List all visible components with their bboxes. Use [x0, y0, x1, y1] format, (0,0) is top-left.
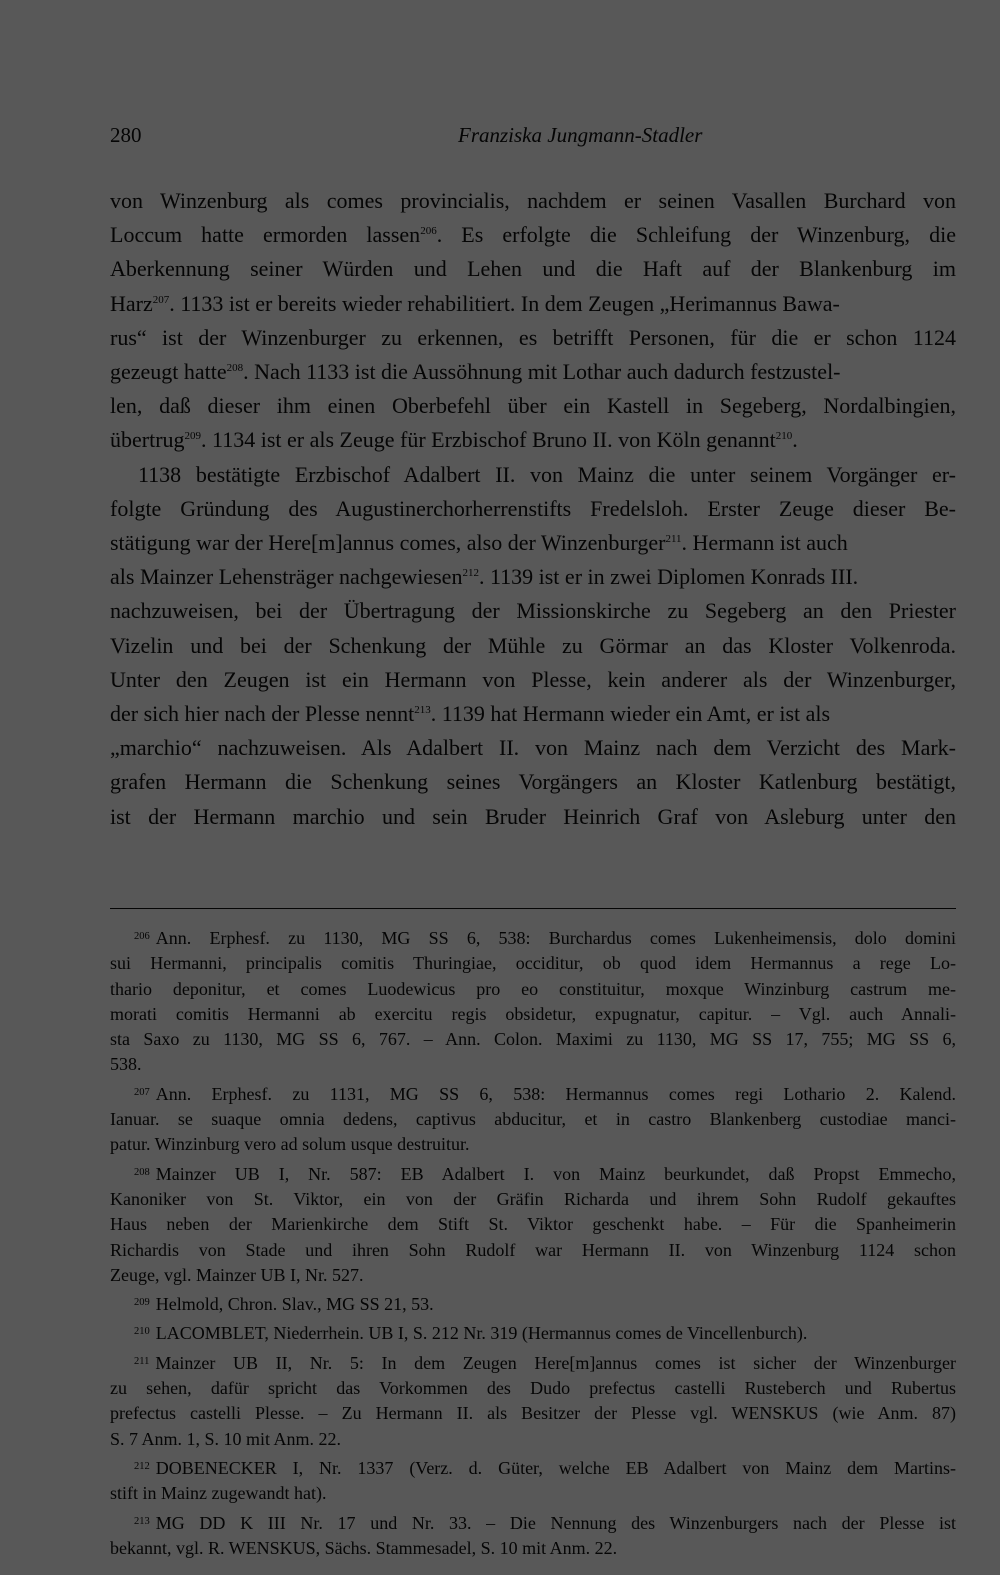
footnote-line: $^{212}$ DOBENECKER I, Nr. 1337 (Verz. d. Güter, welche EB Adalbert von Mainz dem Martins- [134, 1457, 956, 1478]
body-line: gezeugt hatte$^{208}$. Nach 1133 ist die Aussöhnung mit Lothar auch dadurch festzustel- [110, 359, 841, 385]
footnote-number: 206 [134, 931, 150, 942]
footnote-line: Richardis von Stade und ihren Sohn Rudolf war Hermann II. von Winzenburg 1124 schon [110, 1239, 956, 1260]
footnote [110, 1509, 956, 1562]
footnote-line: $^{208}$ Mainzer UB I, Nr. 587: EB Adalbert I. von Mainz beurkundet, daß Propst Emmecho, [134, 1163, 956, 1184]
body-line: folgte Gründung des Augustinerchorherrenstifts Fredelsloh. Erster Zeuge dieser Be- [110, 495, 956, 521]
footnote-line: Haus neben der Marienkirche dem Stift St. Viktor geschenkt habe. – Für die Spanheimerin [110, 1214, 956, 1235]
footnote [110, 1080, 956, 1158]
footnote [110, 1349, 956, 1452]
footnote-line: S. 7 Anm. 1, S. 10 mit Anm. 22. [110, 1428, 342, 1449]
body-line: von Winzenburg als comes provincialis, nachdem er seinen Vasallen Burchard von [110, 188, 956, 213]
footnotes [110, 924, 956, 1561]
footnote-ref[interactable]: 211 [665, 533, 682, 546]
footnote-line: $^{209}$ Helmold, Chron. Slav., MG SS 21, 53. [134, 1294, 434, 1315]
footnote-number: 213 [134, 1515, 150, 1527]
footnote-line: morati comitis Hermanni ab exercitu regis obsidetur, expugnatur, capitur. – Vgl. auch Annali- [110, 1003, 956, 1024]
footnote [110, 1160, 956, 1288]
footnote-line: Kanoniker von St. Viktor, ein von der Gräfin Richarda und ihrem Sohn Rudolf gekauftes [110, 1188, 956, 1209]
footnote-ref[interactable]: 208 [226, 362, 244, 375]
footnote-line: $^{210}$ LACOMBLET, Niederrhein. UB I, S. 212 Nr. 319 (Hermannus comes de Vincellenburch). [134, 1323, 808, 1344]
footnote-number: 211 [134, 1355, 150, 1367]
body-line: übertrug$^{209}$. 1134 ist er als Zeuge für Erzbischof Bruno II. von Köln genannt$^{210}$. [110, 427, 798, 453]
body-line: ist der Hermann marchio und sein Bruder Heinrich Graf von Asleburg unter den [110, 803, 956, 829]
page-header [110, 118, 956, 152]
footnote-line: Zeuge, vgl. Mainzer UB I, Nr. 527. [110, 1264, 364, 1285]
footnote-number: 212 [134, 1460, 150, 1472]
footnote-ref[interactable]: 207 [152, 293, 170, 306]
footnote-ref[interactable]: 206 [420, 225, 437, 238]
footnote [110, 924, 956, 1078]
footnote [110, 1454, 956, 1507]
footnote-line: $^{213}$ MG DD K III Nr. 17 und Nr. 33. – Die Nennung des Winzenburgers nach der Plesse ist [134, 1512, 956, 1533]
footnote-number: 209 [134, 1297, 150, 1309]
footnote-line: stift in Mainz zugewandt hat). [110, 1483, 327, 1504]
body-line: der sich hier nach der Plesse nennt$^{213}$. 1139 hat Hermann wieder ein Amt, er ist als [110, 701, 831, 727]
body-line: Harz$^{207}$. 1133 ist er bereits wieder rehabilitiert. In dem Zeugen „Herimannus Bawa- [110, 290, 840, 316]
footnote-line: patur. Winzinburg vero ad solum usque destruitur. [110, 1134, 470, 1155]
footnote-ref[interactable]: 210 [775, 430, 793, 443]
footnote [110, 1290, 956, 1317]
body-line: Loccum hatte ermorden lassen$^{206}$. Es erfolgte die Schleifung der Winzenburg, die [110, 222, 956, 248]
body-line: 1138 bestätigte Erzbischof Adalbert II. von Mainz die unter seinem Vorgänger er- [138, 461, 956, 487]
footnote-divider [110, 908, 956, 909]
body-line: grafen Hermann die Schenkung seines Vorgängers an Kloster Katlenburg bestätigt, [110, 769, 956, 795]
body-line: als Mainzer Lehensträger nachgewiesen$^{212}$. 1139 ist er in zwei Diplomen Konrads III. [110, 564, 859, 590]
footnote-line: $^{207}$ Ann. Erphesf. zu 1131, MG SS 6, 538: Hermannus comes regi Lothario 2. Kalend. [134, 1083, 956, 1104]
body-line: nachzuweisen, bei der Übertragung der Missionskirche zu Segeberg an den Priester [110, 598, 956, 624]
footnote-line: 538. [110, 1054, 142, 1075]
footnote-line: thario deponitur, et comes Luodewicus pro eo constituitur, moxque Winzinburg castrum me- [110, 978, 956, 999]
body-line: „marchio“ nachzuweisen. Als Adalbert II. von Mainz nach dem Verzicht des Mark- [110, 735, 956, 761]
footnote-line: $^{211}$ Mainzer UB II, Nr. 5: In dem Zeugen Here[m]annus comes ist sicher der Winzenburger [134, 1352, 956, 1373]
page-number: 280 [110, 123, 142, 147]
body-line: stätigung war der Here[m]annus comes, also der Winzenburger$^{211}$. Hermann ist auch [110, 530, 848, 556]
footnote-line: Ianuar. se suaque omnia dedens, captivus abducitur, et in castro Blankenberg custodiae manci- [110, 1109, 956, 1130]
footnote-ref[interactable]: 209 [184, 430, 202, 443]
footnote-number: 207 [134, 1086, 150, 1098]
body-text [110, 184, 956, 834]
footnote-line: $^{206}$ Ann. Erphesf. zu 1130, MG SS 6, 538: Burchardus comes Lukenheimensis, dolo domini [134, 928, 956, 948]
footnote-line: sui Hermanni, principalis comitis Thuringiae, occiditur, ob quod idem Hermannus a rege Lo- [110, 953, 956, 974]
footnote-number: 210 [134, 1326, 150, 1338]
footnote-ref[interactable]: 213 [414, 704, 431, 717]
footnote-ref[interactable]: 212 [462, 567, 479, 580]
body-line: Aberkennung seiner Würden und Lehen und die Haft auf der Blankenburg im [110, 256, 956, 282]
footnote-line: zu sehen, dafür spricht das Vorkommen des Dudo prefectus castelli Rusteberch und Rubertus [110, 1378, 956, 1399]
footnote-line: bekannt, vgl. R. WENSKUS, Sächs. Stammesadel, S. 10 mit Anm. 22. [110, 1537, 618, 1558]
footnote-number: 208 [134, 1166, 150, 1178]
footnote [110, 1319, 956, 1346]
body-line: Unter den Zeugen ist ein Hermann von Plesse, kein anderer als der Winzenburger, [110, 666, 956, 692]
footnote-line: sta Saxo zu 1130, MG SS 6, 767. – Ann. Colon. Maximi zu 1130, MG SS 17, 755; MG SS 6, [110, 1029, 956, 1050]
body-line: rus“ ist der Winzenburger zu erkennen, es betrifft Personen, für die er schon 1124 [110, 324, 956, 350]
body-line: len, daß dieser ihm einen Oberbefehl über ein Kastell in Segeberg, Nordalbingien, [110, 393, 956, 419]
running-head: Franziska Jungmann-Stadler [458, 123, 703, 147]
body-line: Vizelin und bei der Schenkung der Mühle zu Görmar an das Kloster Volkenroda. [110, 632, 956, 658]
footnote-line: prefectus castelli Plesse. – Zu Hermann II. als Besitzer der Plesse vgl. WENSKUS (wie Anm. 87) [110, 1403, 956, 1424]
